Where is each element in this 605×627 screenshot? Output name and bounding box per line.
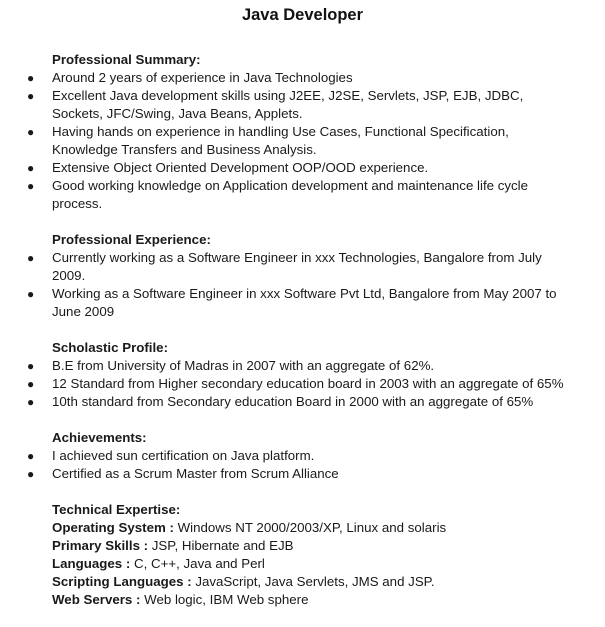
list-item: [0, 447, 605, 465]
list-item-text: 10th standard from Secondary education Board in 2000 with an aggregate of 65%: [52, 394, 534, 409]
list-item-text: Currently working as a Software Engineer in xxx Technologies, Bangalore from July 2009.: [52, 250, 542, 283]
list-item: [0, 465, 605, 483]
tech-value: Web logic, IBM Web sphere: [140, 592, 309, 607]
resume-body: [0, 51, 605, 627]
bullet-icon: ●: [27, 467, 35, 481]
tech-label: Operating System :: [52, 520, 174, 535]
list-item-text: Extensive Object Oriented Development OOP/OOD experience.: [52, 160, 429, 175]
list-item-text: Excellent Java development skills using J2EE, J2SE, Servlets, JSP, EJB, JDBC, Sockets, JFC/Swing, Java Beans, Applets.: [52, 88, 524, 121]
list-item: [0, 357, 605, 375]
section-professional-summary: [0, 51, 605, 213]
bullet-icon: ●: [27, 287, 35, 301]
tech-row: [52, 573, 605, 591]
list-item: [0, 159, 605, 177]
section-heading: Achievements:: [52, 430, 147, 445]
tech-row: [52, 555, 605, 573]
bullet-icon: ●: [27, 179, 35, 193]
bullet-list: [0, 249, 605, 321]
list-item: [0, 87, 605, 123]
tech-label: Languages :: [52, 556, 131, 571]
bullet-icon: ●: [27, 89, 35, 103]
bullet-icon: ●: [27, 251, 35, 265]
section-technical-expertise: [0, 501, 605, 609]
section-achievements: [0, 429, 605, 483]
bullet-list: [0, 357, 605, 411]
section-heading: Scholastic Profile:: [52, 340, 169, 355]
list-item-text: I achieved sun certification on Java platform.: [52, 448, 315, 463]
list-item: [0, 393, 605, 411]
list-item-text: 12 Standard from Higher secondary education board in 2003 with an aggregate of 65%: [52, 376, 564, 391]
list-item-text: Good working knowledge on Application development and maintenance life cycle process.: [52, 178, 529, 211]
tech-row: [52, 519, 605, 537]
document-title: Java Developer: [241, 6, 364, 24]
list-item-text: Working as a Software Engineer in xxx Software Pvt Ltd, Bangalore from May 2007 to June 2009: [52, 286, 557, 319]
bullet-icon: ●: [27, 449, 35, 463]
section-heading: Professional Experience:: [52, 232, 211, 247]
list-item: [0, 69, 605, 87]
tech-label: Scripting Languages :: [52, 574, 192, 589]
bullet-icon: ●: [27, 395, 35, 409]
list-item: [0, 249, 605, 285]
list-item-text: Certified as a Scrum Master from Scrum Alliance: [52, 466, 339, 481]
list-item: [0, 285, 605, 321]
list-item: [0, 123, 605, 159]
section-heading: Professional Summary:: [52, 52, 201, 67]
bullet-list: [0, 69, 605, 213]
bullet-icon: ●: [27, 125, 35, 139]
tech-row: [52, 591, 605, 609]
bullet-icon: ●: [27, 71, 35, 85]
tech-value: JSP, Hibernate and EJB: [148, 538, 294, 553]
tech-value: Windows NT 2000/2003/XP, Linux and solaris: [173, 520, 447, 535]
tech-label: Web Servers :: [52, 592, 141, 607]
bullet-icon: ●: [27, 161, 35, 175]
tech-label: Primary Skills :: [52, 538, 149, 553]
section-professional-experience: [0, 231, 605, 321]
section-scholastic-profile: [0, 339, 605, 411]
bullet-icon: ●: [27, 359, 35, 373]
tech-row: [52, 537, 605, 555]
list-item-text: B.E from University of Madras in 2007 with an aggregate of 62%.: [52, 358, 435, 373]
tech-value: C, C++, Java and Perl: [130, 556, 265, 571]
list-item: [0, 375, 605, 393]
section-heading: Technical Expertise:: [52, 502, 181, 517]
list-item-text: Around 2 years of experience in Java Technologies: [52, 70, 353, 85]
list-item-text: Having hands on experience in handling Use Cases, Functional Specification, Knowledge Transfers and Business Analysis.: [52, 124, 509, 157]
bullet-icon: ●: [27, 377, 35, 391]
tech-value: JavaScript, Java Servlets, JMS and JSP.: [191, 574, 435, 589]
bullet-list: [0, 447, 605, 483]
list-item: [0, 177, 605, 213]
